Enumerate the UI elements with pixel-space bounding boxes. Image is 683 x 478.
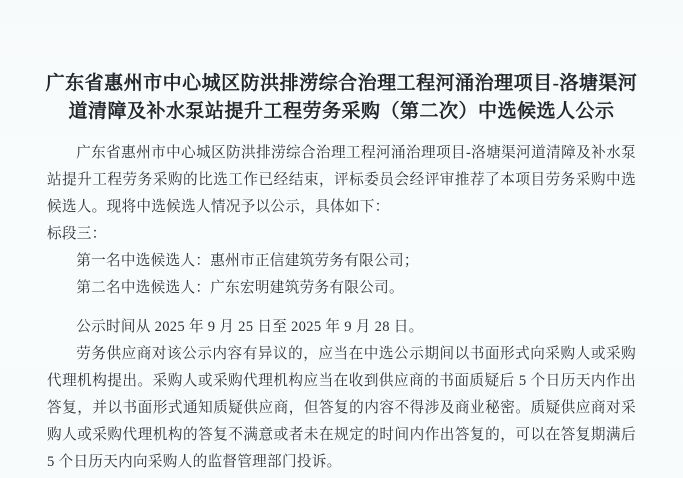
section-label: 标段三： [47,226,107,242]
objection-paragraph: 劳务供应商对该公示内容有异议的，应当在中选公示期间以书面形式向采购人或采购代理机构提出。采购人或采购代理机构应当在收到供应商的书面质疑后 5 个日历天内作出答复，并以书面形式通知质疑供应商，但答复的内容不得涉及商业秘密。质疑供应商对采购人或采购代理机构的答复不满意或者未在规定的时间内作出答复的，可以在答复期满后 5 个日历天内向采购人的监督管理部门投诉。 [47,346,636,470]
second-candidate-line: 第二名中选候选人：广东宏明建筑劳务有限公司。 [76,280,404,296]
document-body [47,140,636,476]
intro-paragraph: 广东省惠州市中心城区防洪排涝综合治理工程河涌治理项目-洛塘渠河道清障及补水泵站提升工程劳务采购的比选工作已经结束，评标委员会经评审推荐了本项目劳务采购中选候选人。现将中选候选人情况予以公示，具体如下： [47,145,636,215]
publicity-period-line: 公示时间从 2025 年 9 月 25 日至 2025 年 9 月 28 日。 [76,319,424,335]
announcement-title: 广东省惠州市中心城区防洪排涝综合治理工程河涌治理项目-洛塘渠河道清障及补水泵站提升工程劳务采购（第二次）中选候选人公示 [45,73,638,122]
first-candidate-line: 第一名中选候选人：惠州市正信建筑劳务有限公司； [76,253,419,269]
